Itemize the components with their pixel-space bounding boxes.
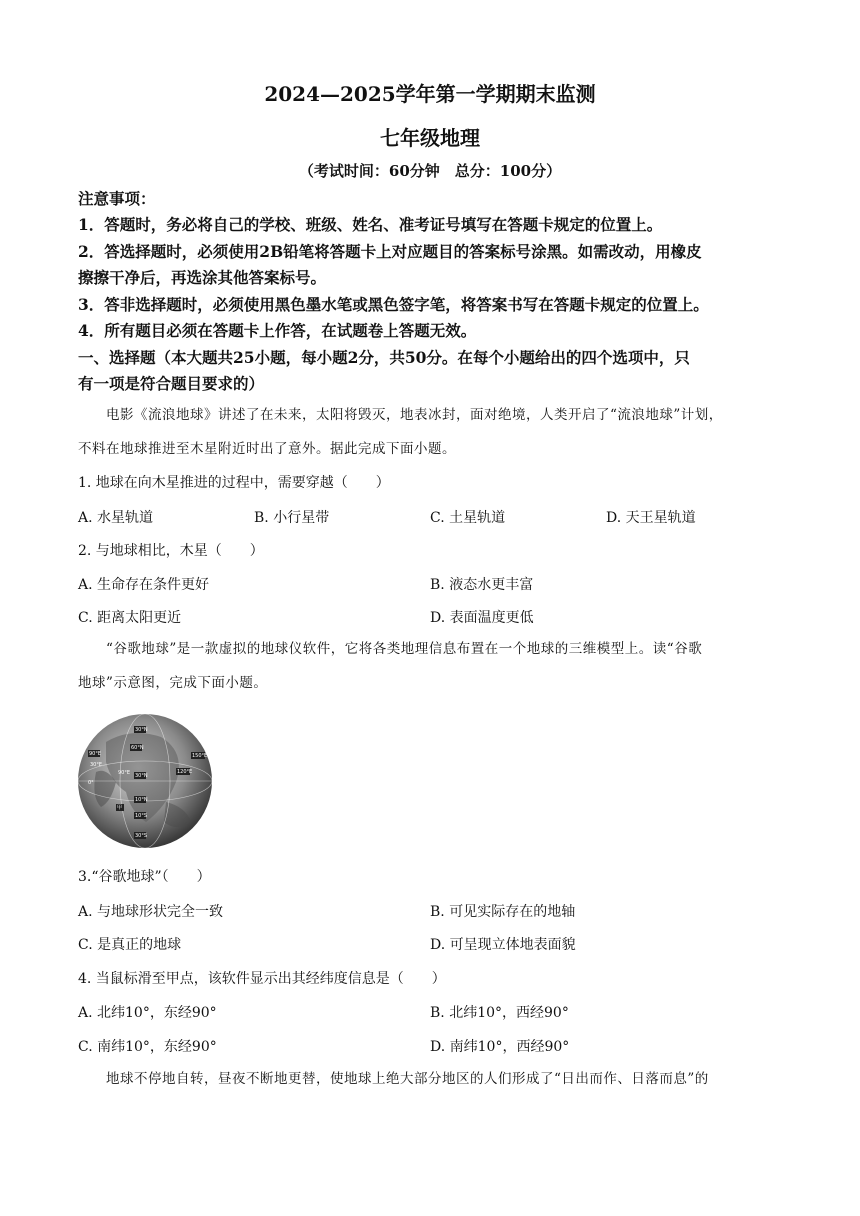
notice-item-1: 1．答题时，务必将自己的学校、班级、姓名、准考证号填写在答题卡规定的位置上。 — [78, 215, 663, 234]
passage-2-line-1: “谷歌地球”是一款虚拟的地球仪软件，它将各类地理信息布置在一个地球的三维模型上。读“谷歌 — [106, 641, 703, 657]
question-3-stem: 3.“谷歌地球”（ ） — [78, 869, 211, 885]
question-2-option-c: C. 距离太阳更近 — [78, 610, 182, 626]
globe-label-4: 150°E — [192, 753, 208, 759]
globe-label-9: 30°S — [135, 833, 148, 839]
question-3-option-b: B. 可见实际存在的地轴 — [430, 904, 576, 920]
passage-1-line-2: 不料在地球推进至木星附近时出了意外。据此完成下面小题。 — [78, 441, 456, 457]
globe-label-1: 30°N — [135, 727, 148, 733]
question-4-option-b: B. 北纬10°，西经90° — [430, 1005, 569, 1021]
question-3-option-a: A. 与地球形状完全一致 — [78, 904, 224, 920]
globe-label-jia: 甲 — [117, 805, 123, 811]
globe-label-8: 10°S — [135, 813, 148, 819]
globe-label-7: 0° — [88, 780, 94, 786]
question-4-option-c: C. 南纬10°，东经90° — [78, 1039, 217, 1055]
globe-image — [76, 712, 214, 850]
passage-1-line-1: 电影《流浪地球》讲述了在未来，太阳将毁灭，地表冰封，面对绝境，人类开启了“流浪地球”计划， — [106, 407, 723, 423]
question-3-option-c: C. 是真正的地球 — [78, 937, 182, 953]
notice-item-2: 2．答选择题时，必须使用2B铅笔将答题卡上对应题目的答案标号涂黑。如需改动，用橡皮 — [78, 242, 702, 261]
question-3-option-d: D. 可呈现立体地表面貌 — [430, 937, 576, 953]
question-1-option-b: B. 小行星带 — [254, 510, 330, 526]
globe-label-5: 120°E — [177, 769, 193, 775]
question-2-option-b: B. 液态水更丰富 — [430, 577, 534, 593]
question-2-option-d: D. 表面温度更低 — [430, 610, 534, 626]
passage-3-line-1: 地球不停地自转，昼夜不断地更替，使地球上绝大部分地区的人们形成了“日出而作、日落而息”的 — [106, 1071, 709, 1087]
section-heading: 一、选择题（本大题共25小题，每小题2分，共50分。在每个小题给出的四个选项中，只 — [78, 348, 690, 367]
section-heading-cont: 有一项是符合题目要求的） — [78, 374, 265, 393]
globe-label-2: 90°E — [89, 751, 102, 757]
passage-2-line-2: 地球”示意图，完成下面小题。 — [78, 675, 268, 691]
question-1-option-d: D. 天王星轨道 — [606, 510, 696, 526]
question-2-stem: 2. 与地球相比，木星（ ） — [78, 543, 264, 559]
question-4-stem: 4. 当鼠标滑至甲点，该软件显示出其经纬度信息是（ ） — [78, 971, 446, 987]
question-2-option-a: A. 生命存在条件更好 — [78, 577, 210, 593]
google-earth-figure — [76, 712, 214, 850]
question-4-option-d: D. 南纬10°，西经90° — [430, 1039, 570, 1055]
question-1-option-c: C. 土星轨道 — [430, 510, 506, 526]
exam-title: 2024—2025学年第一学期期末监测 — [264, 82, 596, 106]
notice-item-3: 3．答非选择题时，必须使用黑色墨水笔或黑色签字笔，将答案书写在答题卡规定的位置上。 — [78, 295, 709, 314]
exam-info: （考试时间：60分钟 总分：100分） — [298, 162, 562, 180]
question-4-option-a: A. 北纬10°，东经90° — [78, 1005, 217, 1021]
notice-heading: 注意事项： — [78, 189, 156, 208]
globe-label-10: 10°N — [135, 797, 148, 803]
globe-label-11: 30°N — [135, 773, 148, 779]
globe-label-12: 90°E — [118, 770, 131, 776]
question-1-option-a: A. 水星轨道 — [78, 510, 154, 526]
globe-label-3: 60°N — [131, 745, 144, 751]
question-1-stem: 1. 地球在向木星推进的过程中，需要穿越（ ） — [78, 475, 390, 491]
globe-label-6: 30°E — [90, 762, 103, 768]
notice-item-4: 4．所有题目必须在答题卡上作答，在试题卷上答题无效。 — [78, 321, 477, 340]
notice-item-2-cont: 擦擦干净后，再选涂其他答案标号。 — [78, 268, 327, 287]
exam-subject: 七年级地理 — [380, 126, 480, 150]
